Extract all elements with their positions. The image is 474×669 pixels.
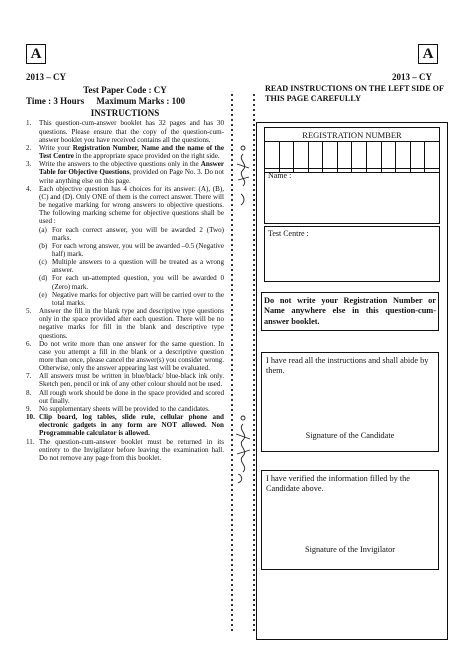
test-paper-code: Test Paper Code : CY	[83, 85, 167, 95]
paper-set-badge-right: A	[418, 44, 438, 64]
candidate-signature-label: Signature of the Candidate	[305, 431, 395, 440]
instruction-item: 5. Answer the fill in the blank type and descriptive type questions only in the space provided after each question. There will be no negative marks for fill in the blank and descriptive type questions.	[26, 307, 224, 340]
registration-number-grid	[264, 127, 440, 173]
marking-scheme-item: (c) Multiple answers to a question will be treated as a wrong answer.	[39, 258, 224, 275]
instruction-item: 10. Clip board, log tables, slide rule, cellular phone and electronic gadgets in any form are NOT allowed. Non Programmable calculator is allowed.	[26, 413, 224, 438]
instructions-column	[26, 84, 224, 462]
exam-year-right: 2013 – CY	[392, 72, 432, 82]
marking-scheme-item: (d) For each un-attempted question, you will be awarded 0 (Zero) mark.	[39, 274, 224, 291]
marking-scheme-list	[39, 226, 224, 308]
invigilator-declaration-box[interactable]	[261, 470, 439, 570]
marking-scheme-item: (a) For each correct answer, you will be awarded 2 (Two) marks.	[39, 225, 224, 242]
candidate-declaration-box[interactable]	[261, 352, 439, 452]
instructions-heading: INSTRUCTIONS	[90, 108, 160, 119]
invigilator-signature-label: Signature of the Invigilator	[304, 545, 396, 554]
name-field[interactable]	[264, 168, 440, 224]
time-allowed: Time : 3 Hours	[26, 96, 85, 107]
read-instructions-notice: READ INSTRUCTIONS ON THE LEFT SIDE OF THIS PAGE CAREFULLY	[265, 84, 444, 103]
registration-number-label: REGISTRATION NUMBER	[265, 128, 440, 142]
instruction-item: 11. The question-cum-answer booklet must be returned in its entirety to the Invigilator before leaving the examination hall. Do not remove any page from this booklet.	[26, 437, 224, 462]
maximum-marks: Maximum Marks : 100	[96, 96, 186, 107]
warning-notice: Do not write your Registration Number or Name anywhere else in this question-cum-answer booklet.	[261, 292, 439, 331]
instruction-item: 1. This question-cum-answer booklet has 32 pages and has 30 questions. Please ensure that the copy of the question-cum-answer booklet you have received contains all the questions.	[26, 119, 224, 144]
instruction-item: 6. Do not write more than one answer for the same question. In case you attempt a fill in the blank or a descriptive question more than once, please cancel the answer(s) you consider wrong. Otherwise, only the answer appearing last will be evaluated.	[26, 339, 224, 373]
exam-year: 2013 – CY	[26, 72, 66, 82]
time-marks-row	[26, 97, 224, 105]
paper-set-badge: A	[26, 44, 46, 64]
marking-scheme-item: (b) For each wrong answer, you will be awarded –0.5 (Negative half) mark.	[39, 241, 224, 258]
test-centre-label: Test Centre :	[268, 229, 309, 238]
name-label: Name :	[268, 171, 292, 180]
test-centre-field[interactable]	[264, 226, 440, 282]
instruction-item: 4. Each objective question has 4 choices for its answer: (A), (B), (C) and (D). Only ONE of them is the correct answer. There will be negative marking for wrong answers to objective questions. The following marking scheme for objective questions shall be used : (a) For each correct answer, you will be awarded 2 (Two) marks. (b) For each wrong answer, you will be awarded –0.5 (Negative half) mark. (c) Multiple answers to a question will be treated as a wrong answer. (d) For each un-attempted question, you will be awarded 0 (Zero) mark. (e) Negative marks for objective part will be carried over to the total marks.	[26, 184, 224, 307]
instruction-item: 7. All answers must be written in blue/black/ blue-black ink only. Sketch pen, pencil or ink of any other colour should not be used.	[26, 372, 224, 389]
candidate-declaration-text: I have read all the instructions and shall abide by them.	[266, 356, 429, 375]
invigilator-declaration-text: I have verified the information filled by the Candidate above.	[266, 474, 410, 493]
instruction-item: 9. No supplementary sheets will be provided to the candidates.	[26, 404, 210, 413]
instruction-item: 2. Write your Registration Number, Name and the name of the Test Centre in the appropriate space provided on the right side.	[26, 143, 224, 161]
instruction-item: 3. Write the answers to the objective questions only in the Answer Table for Objective Questions, provided on Page No. 3. Do not write anything else on this page.	[26, 160, 224, 185]
instructions-list	[26, 119, 224, 462]
instruction-item: 8. All rough work should be done in the space provided and scored out finally.	[26, 388, 224, 405]
marking-scheme-item: (e) Negative marks for objective part will be carried over to the total marks.	[39, 290, 224, 307]
decorative-binding-strip	[228, 94, 258, 634]
